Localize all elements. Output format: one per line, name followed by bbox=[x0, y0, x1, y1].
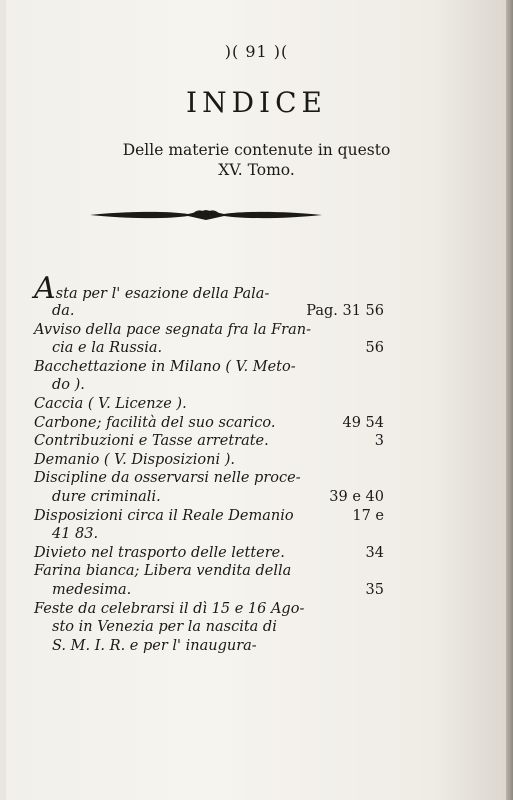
index-entry bbox=[34, 600, 384, 619]
index-entry bbox=[34, 339, 384, 358]
index-entry-page: 39 e 40 bbox=[329, 488, 384, 505]
index-entry bbox=[34, 358, 384, 377]
index-entry bbox=[34, 414, 384, 433]
index-entry-page: 35 bbox=[365, 581, 384, 598]
index-entry-text: Discipline da osservarsi nelle proce- bbox=[34, 470, 301, 487]
index-entry-text: Avviso della pace segnata fra la Fran- bbox=[34, 321, 312, 338]
page-number: )( 91 )( bbox=[224, 42, 289, 61]
index-entry-text: Feste da celebrarsi il dì 15 e 16 Ago- bbox=[34, 600, 305, 617]
ornament-divider-icon bbox=[88, 206, 324, 224]
index-list bbox=[34, 271, 384, 655]
index-entry bbox=[34, 544, 384, 563]
index-entry-text: 41 83. bbox=[52, 526, 99, 543]
index-entry bbox=[34, 618, 384, 637]
index-entry-text: Contribuzioni e Tasse arretrate. bbox=[34, 433, 269, 450]
index-entry-text: Farina bianca; Libera vendita della bbox=[34, 563, 292, 580]
index-entry bbox=[34, 302, 384, 321]
index-entry-text: medesima. bbox=[52, 581, 132, 598]
index-entry-text: Bacchettazione in Milano ( V. Meto- bbox=[34, 358, 296, 375]
index-entry-text: Disposizioni circa il Reale Demanio bbox=[34, 507, 294, 524]
index-entry bbox=[34, 637, 384, 656]
index-entry bbox=[34, 395, 384, 414]
drop-cap: A bbox=[34, 271, 56, 306]
index-entry-text: Caccia ( V. Licenze ). bbox=[34, 395, 187, 412]
index-entry bbox=[34, 488, 384, 507]
index-entry bbox=[34, 376, 384, 395]
index-entry bbox=[34, 469, 384, 488]
index-entry bbox=[34, 581, 384, 600]
page-title: INDICE bbox=[186, 86, 327, 119]
index-entry-text: sto in Venezia per la nascita di bbox=[52, 619, 277, 636]
index-entry-page: 34 bbox=[365, 544, 384, 561]
index-entry-page: 56 bbox=[365, 340, 384, 357]
index-entry bbox=[34, 271, 384, 306]
index-entry-page: Pag. 31 56 bbox=[306, 303, 384, 319]
index-entry-page: 17 e bbox=[352, 507, 384, 524]
index-entry-text: Carbone; facilità del suo scarico. bbox=[34, 414, 276, 431]
subtitle-line: Delle materie contenute in questo bbox=[122, 141, 391, 159]
index-entry-page: 3 bbox=[374, 433, 384, 450]
index-entry bbox=[34, 432, 384, 451]
index-entry-text: da. bbox=[52, 303, 75, 319]
subtitle-line: XV. Tomo. bbox=[218, 161, 295, 179]
index-entry bbox=[34, 321, 384, 340]
index-entry-text: do ). bbox=[52, 377, 85, 394]
index-entry bbox=[34, 562, 384, 581]
index-entry-text: Demanio ( V. Disposizioni ). bbox=[34, 451, 235, 468]
index-entry-text: dure criminali. bbox=[52, 488, 161, 505]
index-entry-text: cia e la Russia. bbox=[52, 340, 163, 357]
subtitle bbox=[60, 140, 453, 180]
index-entry bbox=[34, 451, 384, 470]
index-entry-text: S. M. I. R. e per l' inaugura- bbox=[52, 637, 257, 654]
index-entry-text: Divieto nel trasporto delle lettere. bbox=[34, 544, 285, 561]
index-entry bbox=[34, 525, 384, 544]
index-entry bbox=[34, 507, 384, 526]
book-spine-edge bbox=[506, 0, 513, 800]
index-entry-page: 49 54 bbox=[342, 414, 384, 431]
index-entry-text: Asta per l' esazione della Pala- bbox=[34, 271, 270, 306]
